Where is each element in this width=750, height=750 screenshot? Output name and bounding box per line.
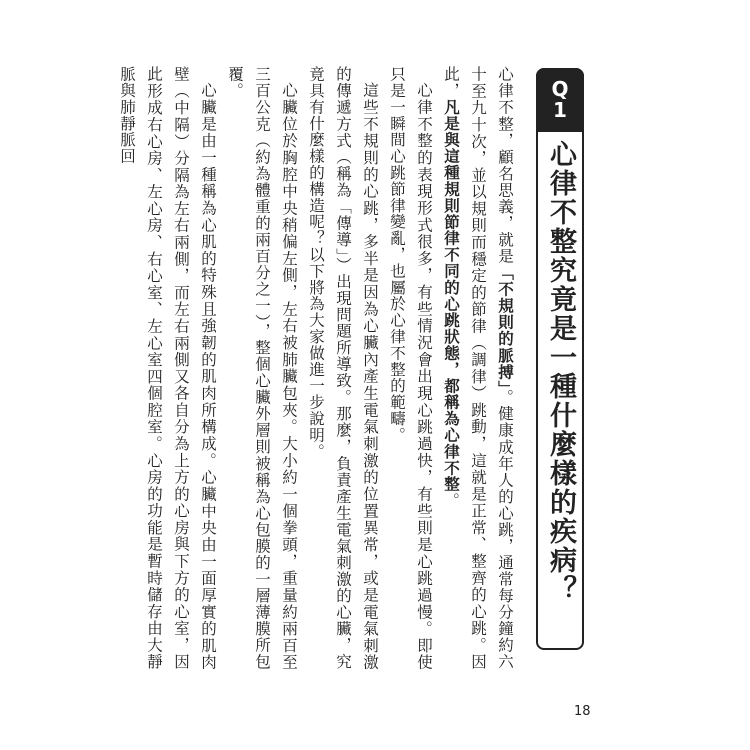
text-segment: 心臟位於胸腔中央稍偏左側，左右被肺臟包夾。大小約一個拳頭，重量約兩百至三百公克（約為體重的兩百分之一），整個心臟外層則被稱為心包膜的一層薄膜所包覆。 (226, 66, 298, 670)
paragraph (221, 66, 302, 670)
text-segment: 心臟是由一種稱為心肌的特殊且強韌的肌肉所構成。心臟中央由一面厚實的肌肉壁（中隔）分隔為左右兩側，而左右兩側又各自分為上方的心房與下方的心室，因此形成右心房、左心房、右心室、左心室四個腔室。心房的功能是暫時儲存由大靜脈與肺靜脈回 (118, 66, 217, 670)
paragraph (302, 66, 383, 670)
question-badge (536, 68, 584, 132)
text-segment: 。健康成年人的心跳，通常每分鐘約六十至九十次，並以規則而穩定的節律（調律）跳動，這就是正常、整齊的心跳。因此， (442, 66, 514, 670)
text-segment: 心律不整，顧名思義，就是 (496, 66, 514, 265)
paragraph (437, 66, 518, 670)
question-number: 1 (553, 98, 567, 122)
paragraph (113, 66, 221, 670)
text-segment: 心律不整的表現形式很多，有些情況會出現心跳過快，有些則是心跳過慢。即使只是一瞬間心跳節律變亂，也屬於心律不整的範疇。 (388, 66, 433, 670)
text-segment: 。 (442, 492, 460, 509)
bold-text: 「不規則的脈搏」 (496, 264, 514, 389)
paragraph (383, 66, 437, 670)
question-letter: Q (551, 77, 569, 101)
question-title: 心律不整究竟是一種什麼樣的疾病？ (545, 140, 576, 604)
body-text (0, 66, 518, 670)
page-number: 18 (574, 704, 591, 719)
text-segment: 這些不規則的心跳，多半是因為心臟內產生電氣刺激的位置異常，或是電氣刺激的傳遞方式（稱為「傳導」）出現問題所導致。那麼，負責產生電氣刺激的心臟，究竟具有什麼樣的構造呢？以下將為大家做進一步說明。 (307, 66, 379, 670)
bold-text: 凡是與這種規則節律不同的心跳狀態，都稱為心律不整 (442, 98, 460, 493)
